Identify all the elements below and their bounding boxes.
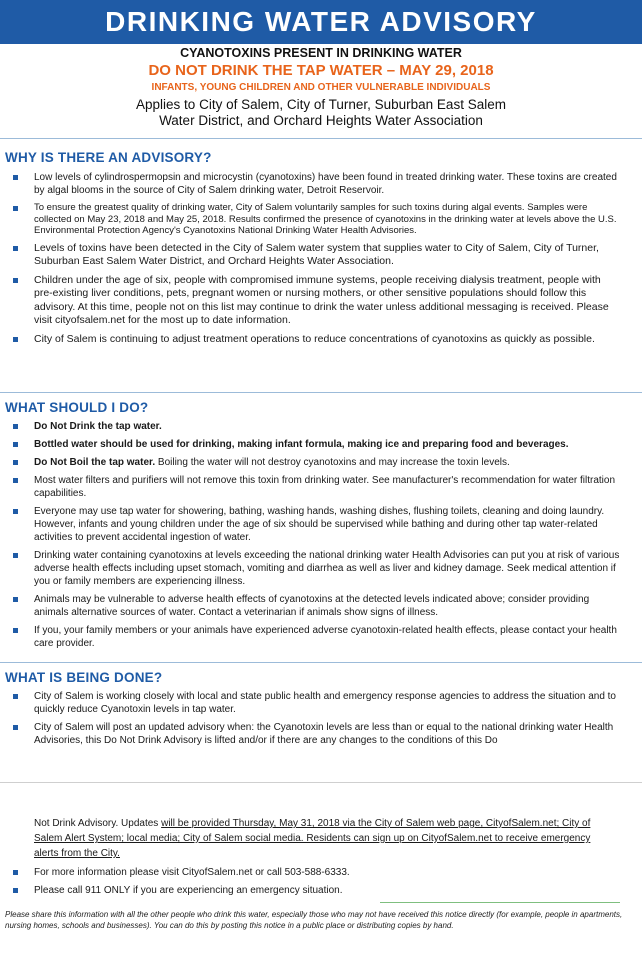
list-item: Drinking water containing cyanotoxins at levels exceeding the national drinking water Health Advisories can put you at risk of various adverse health effects including upset stomach, vomiting and diarrhea as well as liver and kidney damage. Seek medical attention if you or family members are experiencing illness. bbox=[0, 549, 620, 588]
bullet-icon bbox=[13, 509, 18, 514]
subtitle-do-not-drink: DO NOT DRINK THE TAP WATER – MAY 29, 2018 bbox=[148, 62, 494, 79]
divider bbox=[0, 392, 642, 393]
list-item: Most water filters and purifiers will not remove this toxin from drinking water. See manufacturer's recommendation for water filtration capabilities. bbox=[0, 474, 620, 500]
list-item: City of Salem will post an updated advisory when: the Cyanotoxin levels are less than or equal to the national drinking water Health Advisories, this Do Not Drink Advisory is lifted and/or if there are any changes to the conditions of this Do bbox=[0, 721, 620, 747]
list-item: For more information please visit CityofSalem.net or call 503-588-6333. bbox=[0, 866, 620, 879]
list-item: Please call 911 ONLY if you are experiencing an emergency situation. bbox=[0, 884, 620, 897]
bullet-icon bbox=[13, 460, 18, 465]
subtitle-cyanotoxins: CYANOTOXINS PRESENT IN DRINKING WATER bbox=[180, 46, 462, 60]
accent-line bbox=[380, 902, 620, 903]
continuation-text: Not Drink Advisory. Updates will be provided Thursday, May 31, 2018 via the City of Salem web page, CityofSalem.net; City of Salem Alert System; local media; City of Salem social media. Residents can sign up on CityofSalem.net to receive emergency alerts from the City. bbox=[34, 818, 591, 859]
list-item: Low levels of cylindrospermopsin and microcystin (cyanotoxins) have been found in treated drinking water. These toxins are created by algal blooms in the source of City of Salem drinking water, Detroit Reservoir. bbox=[0, 171, 620, 197]
list-item: Levels of toxins have been detected in the City of Salem water system that supplies water to City of Salem, City of Turner, Suburban East Salem Water District, and Orchard Heights Water Association. bbox=[0, 242, 620, 269]
bullet-icon bbox=[13, 278, 18, 283]
bullet-icon bbox=[13, 246, 18, 251]
bullet-icon bbox=[13, 424, 18, 429]
bullet-icon bbox=[13, 175, 18, 180]
applies-to bbox=[0, 97, 642, 129]
list-item: Do Not Drink the tap water. bbox=[0, 420, 620, 433]
page-break-divider bbox=[0, 782, 642, 783]
applies-to-line2: Water District, and Orchard Heights Water Association bbox=[159, 113, 483, 128]
bullet-icon bbox=[13, 870, 18, 875]
list-item: To ensure the greatest quality of drinking water, City of Salem voluntarily samples for such toxins during algal events. Samples were collected on May 23, 2018 and May 25, 2018. Results confirmed the presence of cyanotoxins in the drinking water at levels above the U.S. Environmental Protection Agency's Cyanotoxins National Drinking Water Health Advisories. bbox=[0, 202, 620, 237]
advisory-banner: DRINKING WATER ADVISORY bbox=[0, 0, 642, 44]
what-to-do-list bbox=[0, 420, 620, 655]
why-list bbox=[0, 171, 620, 351]
bullet-icon bbox=[13, 337, 18, 342]
section-heading-being-done: WHAT IS BEING DONE? bbox=[5, 670, 163, 685]
subtitle-vulnerable: INFANTS, YOUNG CHILDREN AND OTHER VULNERABLE INDIVIDUALS bbox=[151, 82, 491, 93]
list-item: Everyone may use tap water for showering, bathing, washing hands, washing dishes, flushing toilets, cleaning and doing laundry. However, infants and young children under the age of six should be supervised while bathing and during other tap water-related activities to prevent accidental ingestion of water. bbox=[0, 505, 620, 544]
bullet-icon bbox=[13, 478, 18, 483]
list-item: City of Salem is continuing to adjust treatment operations to reduce concentrations of cyanotoxins as quickly as possible. bbox=[0, 333, 620, 347]
divider bbox=[0, 138, 642, 139]
list-item: Do Not Boil the tap water. Boiling the water will not destroy cyanotoxins and may increase the toxin levels. bbox=[0, 456, 620, 469]
section-heading-why: WHY IS THERE AN ADVISORY? bbox=[5, 150, 212, 165]
applies-to-line1: Applies to City of Salem, City of Turner, Suburban East Salem bbox=[136, 97, 506, 112]
share-footnote: Please share this information with all the other people who drink this water, especially those who may not have received this notice directly (for example, people in apartments, nursing homes, schools and businesses). You can do this by posting this notice in a public place or distributing copies by hand. bbox=[5, 910, 623, 930]
list-item: If you, your family members or your animals have experienced adverse cyanotoxin-related health effects, please contact your health care provider. bbox=[0, 624, 620, 650]
bullet-icon bbox=[13, 597, 18, 602]
bullet-icon bbox=[13, 442, 18, 447]
contact-list bbox=[0, 866, 620, 902]
bullet-icon bbox=[13, 694, 18, 699]
bullet-icon bbox=[13, 725, 18, 730]
list-item: Children under the age of six, people with compromised immune systems, people receiving dialysis treatment, people with pre-existing liver conditions, pets, pregnant women or nursing mothers, or other sensitive populations should follow this advisory. At this time, people not on this list may continue to drink the water unless additional messaging is received. Please visit cityofsalem.net for the most up to date information. bbox=[0, 274, 620, 328]
divider bbox=[0, 662, 642, 663]
updates-info-link: will be provided Thursday, May 31, 2018 via the City of Salem web page, CityofSalem.net; City of Salem Alert System; local media; City of Salem social media. Residents can sign up on CityofSalem.net to receive emergency alerts from the City. bbox=[34, 818, 591, 859]
list-item: Animals may be vulnerable to adverse health effects of cyanotoxins at the detected levels indicated above; consider providing animals alternative sources of water. Contact a veterinarian if animals show signs of illness. bbox=[0, 593, 620, 619]
bullet-icon bbox=[13, 206, 18, 211]
bullet-icon bbox=[13, 888, 18, 893]
section-heading-what-to-do: WHAT SHOULD I DO? bbox=[5, 400, 149, 415]
list-item: City of Salem is working closely with local and state public health and emergency response agencies to address the situation and to quickly reduce Cyanotoxin levels in tap water. bbox=[0, 690, 620, 716]
bullet-icon bbox=[13, 553, 18, 558]
bullet-icon bbox=[13, 628, 18, 633]
being-done-list bbox=[0, 690, 620, 752]
list-item: Bottled water should be used for drinking, making infant formula, making ice and preparing food and beverages. bbox=[0, 438, 620, 451]
